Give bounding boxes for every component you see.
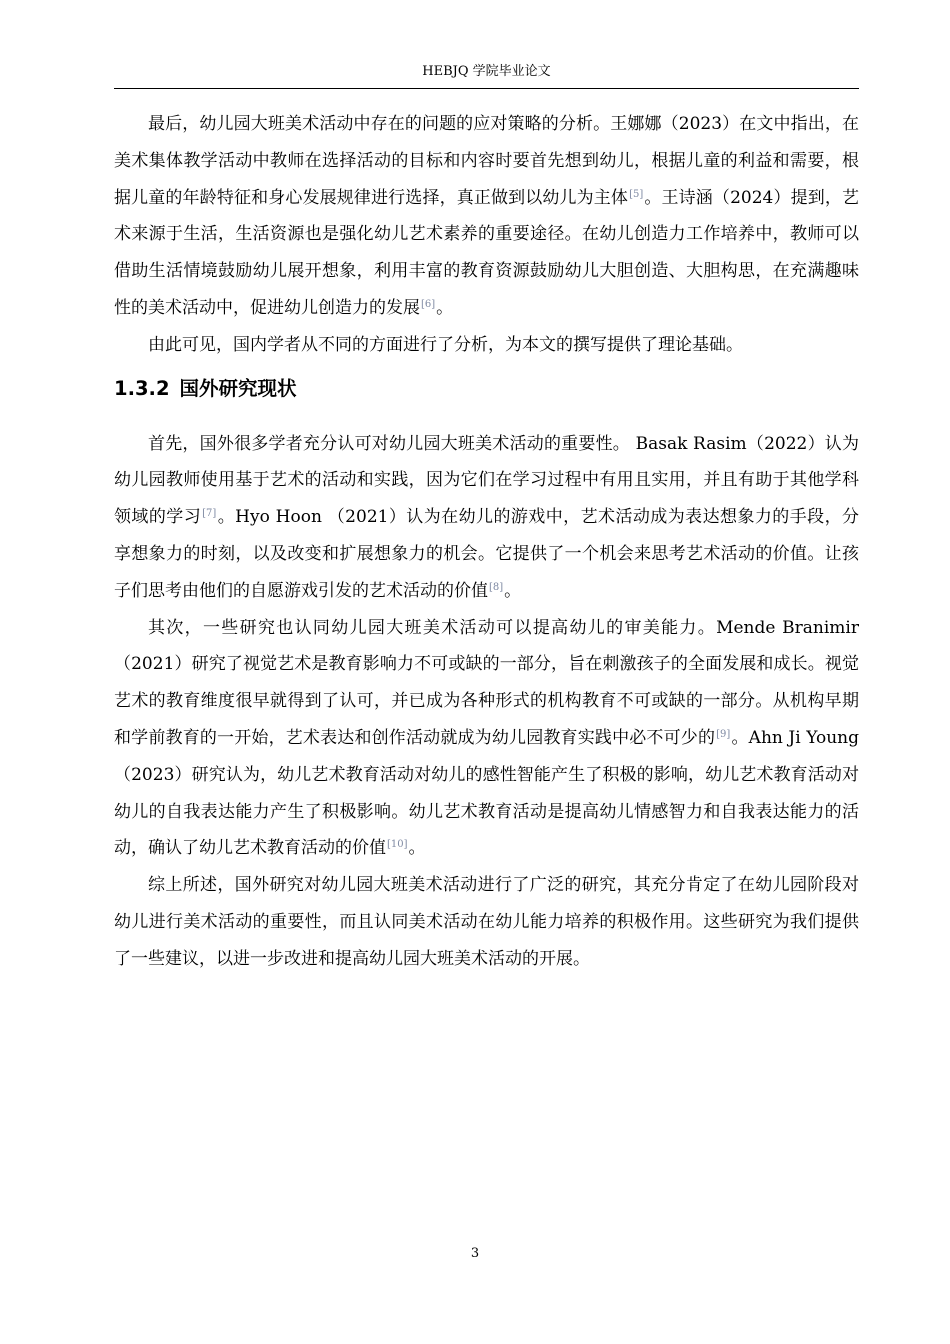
domestic-research-paragraphs bbox=[114, 106, 859, 364]
paragraph-text: 首先，国外很多学者充分认可对幼儿园大班美术活动的重要性。 Basak Rasim（2022）认为幼儿园教师使用基于艺术的活动和实践，因为它们在学习过程中有用且实用，并且有助于其他学科领域的学习 bbox=[114, 433, 859, 528]
citation-marker: [9] bbox=[716, 728, 731, 740]
citation-marker: [7] bbox=[202, 508, 217, 520]
paragraph-text: 最后，幼儿园大班美术活动中存在的问题的应对策略的分析。王娜娜（2023）在文中指出，在美术集体教学活动中教师在选择活动的目标和内容时要首先想到幼儿，根据儿童的利益和需要，根据儿童的年龄特征和身心发展规律进行选择，真正做到以幼儿为主体 bbox=[114, 114, 859, 208]
paragraph-text: 。 bbox=[436, 297, 454, 318]
section-number: 1.3.2 bbox=[114, 376, 170, 400]
paragraph-text: 。王诗涵（2024）提到，艺术来源于生活，生活资源也是强化幼儿艺术素养的重要途径。在幼儿创造力工作培养中，教师可以借助生活情境鼓励幼儿展开想象，利用丰富的教育资源鼓励幼儿大胆创造、大胆构思，在充满趣味性的美术活动中，促进幼儿创造力的发展 bbox=[114, 187, 860, 318]
body-paragraph bbox=[114, 106, 859, 327]
paragraph-text: 由此可见，国内学者从不同的方面进行了分析，为本文的撰写提供了理论基础。 bbox=[148, 334, 743, 355]
header-title: HEBJQ 学院毕业论文 bbox=[422, 64, 551, 79]
paragraph-text: 。Hyo Hoon （2021）认为在幼儿的游戏中，艺术活动成为表达想象力的手段，分享想象力的时刻，以及改变和扩展想象力的机会。它提供了一个机会来思考艺术活动的价值。让孩子们思考由他们的自愿游戏引发的艺术活动的价值 bbox=[114, 507, 860, 601]
foreign-research-paragraphs bbox=[114, 426, 859, 978]
citation-marker: [5] bbox=[629, 188, 644, 200]
paragraph-text: 其次，一些研究也认同幼儿园大班美术活动可以提高幼儿的审美能力。Mende Branimir（2021）研究了视觉艺术是教育影响力不可或缺的一部分，旨在刺激孩子的全面发展和成长。视觉艺术的教育维度很早就得到了认可，并已成为各种形式的机构教育不可或缺的一部分。从机构早期和学前教育的一开始，艺术表达和创作活动就成为幼儿园教育实践中必不可少的 bbox=[114, 617, 859, 748]
citation-marker: [6] bbox=[421, 298, 436, 310]
paragraph-text: 。 bbox=[504, 580, 522, 601]
document-body bbox=[114, 106, 859, 978]
body-paragraph bbox=[114, 867, 859, 977]
body-paragraph bbox=[114, 327, 859, 364]
citation-marker: [10] bbox=[387, 839, 408, 851]
body-paragraph bbox=[114, 426, 859, 610]
section-title: 国外研究现状 bbox=[179, 376, 297, 400]
page-number: 3 bbox=[470, 1246, 480, 1261]
page-header bbox=[114, 62, 859, 89]
body-paragraph bbox=[114, 610, 859, 868]
paragraph-text: 综上所述，国外研究对幼儿园大班美术活动进行了广泛的研究，其充分肯定了在幼儿园阶段对幼儿进行美术活动的重要性，而且认同美术活动在幼儿能力培养的积极作用。这些研究为我们提供了一些建议，以进一步改进和提高幼儿园大班美术活动的开展。 bbox=[114, 875, 859, 969]
citation-marker: [8] bbox=[489, 581, 504, 593]
paragraph-text: 。 bbox=[408, 838, 426, 859]
section-heading bbox=[114, 364, 859, 426]
paragraph-text: 。Ahn Ji Young （2023）研究认为，幼儿艺术教育活动对幼儿的感性智能产生了积极的影响，幼儿艺术教育活动对幼儿的自我表达能力产生了积极影响。幼儿艺术教育活动是提高幼儿情感智力和自我表达能力的活动，确认了幼儿艺术教育活动的价值 bbox=[114, 727, 860, 859]
